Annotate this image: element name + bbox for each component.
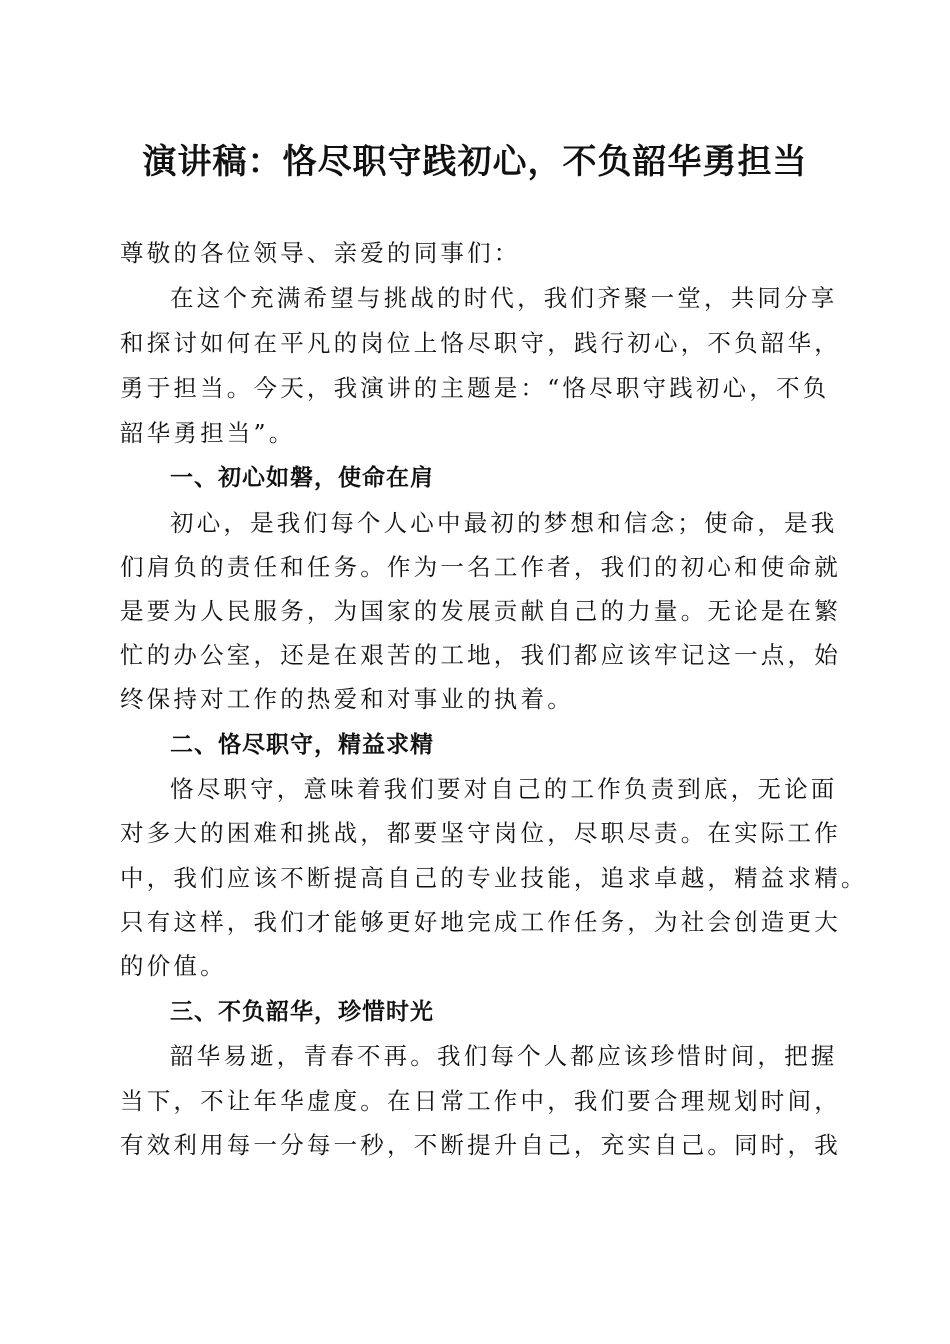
paragraph-line: 的价值。	[120, 952, 227, 980]
paragraph-line: 对多大的困难和挑战，都要坚守岗位，尽职尽责。在实际工作	[120, 819, 841, 847]
paragraph-line: 韶华勇担当”。	[120, 419, 296, 447]
paragraph-line: 是要为人民服务，为国家的发展贡献自己的力量。无论是在繁	[120, 597, 841, 625]
paragraph-line: 在这个充满希望与挑战的时代，我们齐聚一堂，共同分享	[170, 284, 838, 312]
paragraph-line: 当下，不让年华虚度。在日常工作中，我们要合理规划时间，	[120, 1087, 841, 1115]
salutation: 尊敬的各位领导、亲爱的同事们：	[120, 239, 521, 267]
paragraph-line: 有效利用每一分每一秒，不断提升自己，充实自己。同时，我	[120, 1131, 841, 1159]
section-heading: 二、恪尽职守，精益求精	[170, 732, 434, 758]
paragraph-line: 恪尽职守，意味着我们要对自己的工作负责到底，无论面	[170, 775, 838, 803]
paragraph-line: 们肩负的责任和任务。作为一名工作者，我们的初心和使命就	[120, 553, 841, 581]
paragraph-line: 韶华易逝，青春不再。我们每个人都应该珍惜时间，把握	[170, 1042, 838, 1070]
section-heading: 三、不负韶华，珍惜时光	[170, 999, 434, 1025]
paragraph-line: 初心，是我们每个人心中最初的梦想和信念；使命，是我	[170, 509, 838, 537]
paragraph-line: 只有这样，我们才能够更好地完成工作任务，为社会创造更大	[120, 908, 841, 936]
section-heading: 一、初心如磐，使命在肩	[170, 465, 434, 491]
document-title: 演讲稿：恪尽职守践初心，不负韶华勇担当	[142, 142, 808, 182]
paragraph-line: 中，我们应该不断提高自己的专业技能，追求卓越，精益求精。	[120, 864, 868, 892]
paragraph-line: 勇于担当。今天，我演讲的主题是：“恪尽职守践初心，不负	[120, 374, 830, 402]
paragraph-line: 和探讨如何在平凡的岗位上恪尽职守，践行初心，不负韶华，	[120, 329, 841, 357]
paragraph-line: 忙的办公室，还是在艰苦的工地，我们都应该牢记这一点，始	[120, 641, 841, 669]
paragraph-line: 终保持对工作的热爱和对事业的执着。	[120, 685, 574, 713]
